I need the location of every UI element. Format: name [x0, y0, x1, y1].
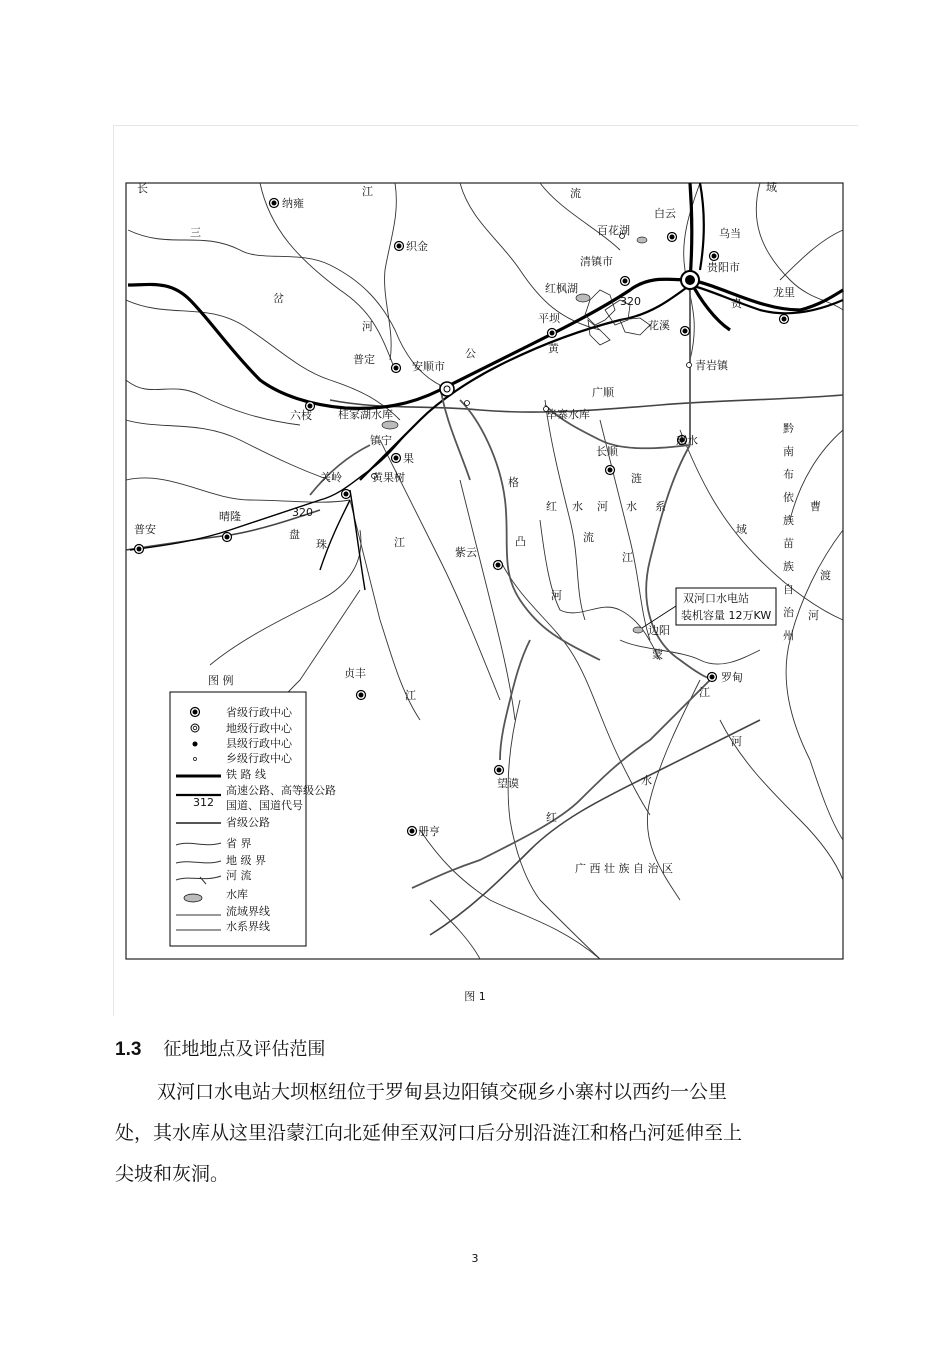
label-cao: 曹 — [810, 500, 821, 513]
label-liu-1: 流 — [570, 187, 581, 200]
legend-item-7: 国道、国道代号 — [226, 799, 303, 812]
label-jiang-1: 江 — [362, 185, 373, 198]
label-jiang-4: 江 — [699, 686, 710, 699]
place-bianyang: 边阳 — [648, 624, 670, 637]
label-he-1: 河 — [362, 320, 373, 333]
provincial-road — [310, 290, 712, 888]
township-symbols — [372, 234, 692, 479]
label-he-4: 河 — [808, 609, 819, 622]
label-san: 三 — [190, 226, 201, 239]
page-number: 3 — [471, 1252, 479, 1265]
place-guangshun: 广顺 — [592, 386, 614, 399]
legend-item-6: 高速公路、高等级公路 — [226, 784, 336, 797]
label-gong: 公 — [465, 347, 476, 360]
label-yu-2: 域 — [736, 523, 747, 536]
place-qinglong: 晴隆 — [219, 510, 241, 523]
legend-title: 图 例 — [208, 674, 234, 687]
legend-item-5: 铁 路 线 — [226, 768, 266, 781]
svg-text:南: 南 — [783, 445, 794, 458]
place-ziyun: 紫云 — [455, 546, 477, 559]
svg-text:州: 州 — [783, 629, 794, 642]
figure-caption: 图 1 — [464, 990, 486, 1003]
svg-text:布: 布 — [783, 468, 794, 481]
svg-text:族: 族 — [783, 514, 794, 527]
svg-text:治: 治 — [783, 606, 794, 619]
paragraph-line-2: 处，其水库从这里沿蒙江向北延伸至双河口后分别沿涟江和格凸河延伸至上 — [115, 1122, 743, 1144]
legend — [170, 673, 336, 946]
label-pan: 盘 — [289, 528, 300, 541]
svg-text:自: 自 — [783, 583, 794, 596]
legend-item-8: 省级公路 — [226, 816, 270, 829]
place-zhenfeng: 贞丰 — [344, 667, 366, 680]
svg-text:黔: 黔 — [783, 422, 794, 435]
place-nayong: 纳雍 — [282, 197, 304, 210]
legend-road-code-312: 312 — [193, 796, 214, 809]
place-luodian: 罗甸 — [721, 671, 743, 684]
label-jiang-3: 江 — [394, 536, 405, 549]
legend-item-2: 地级行政中心 — [226, 722, 292, 735]
place-bijia: 毕寨水库 — [546, 408, 590, 421]
label-tu: 凸 — [515, 535, 526, 548]
label-cha: 岔 — [273, 292, 284, 305]
prefecture-center-symbol — [440, 382, 454, 396]
place-hongfenghu: 红枫湖 — [545, 282, 578, 295]
label-liu-2: 流 — [583, 531, 594, 544]
place-luo: 果 — [403, 452, 414, 465]
legend-symbol-prefecture — [191, 724, 199, 732]
legend-item-11: 河 流 — [226, 869, 252, 882]
label-jiang-2: 江 — [622, 551, 633, 564]
station-name: 双河口水电站 — [683, 592, 749, 605]
place-wudang: 乌当 — [719, 227, 741, 240]
label-chang: 长 — [137, 182, 148, 195]
legend-item-9: 省 界 — [226, 837, 252, 850]
label-shui-2: 水 — [626, 500, 637, 513]
legend-symbol-township — [194, 758, 197, 761]
section-title: 征地地点及评估范围 — [163, 1039, 326, 1060]
reservoir-symbols — [382, 237, 647, 633]
station-callout — [642, 560, 776, 628]
place-puan: 普安 — [134, 523, 156, 536]
road-code-320-a: 320 — [620, 295, 641, 308]
place-ceheng: 册亨 — [418, 825, 440, 838]
svg-text:族: 族 — [783, 560, 794, 573]
label-ge: 格 — [508, 476, 519, 489]
national-road — [130, 430, 410, 590]
road-code-320-b: 320 — [292, 506, 313, 519]
label-xi: 系 — [655, 500, 666, 513]
station-capacity: 装机容量 12万KW — [681, 609, 772, 622]
label-hong-2: 红 — [546, 811, 557, 824]
place-qingyan: 青岩镇 — [695, 359, 728, 372]
label-du: 渡 — [820, 569, 831, 582]
label-zhu: 珠 — [316, 538, 327, 551]
place-qingzhen: 清镇市 — [580, 255, 613, 268]
svg-text:苗: 苗 — [783, 537, 794, 550]
label-yu-1: 域 — [766, 181, 777, 194]
label-lian: 涟 — [631, 472, 642, 485]
place-guanling: 关岭 — [320, 471, 342, 484]
place-puding: 普定 — [353, 353, 375, 366]
place-baiyun: 白云 — [654, 207, 676, 220]
legend-item-14: 水系界线 — [226, 920, 270, 933]
place-liuzhi: 六枝 — [290, 409, 312, 422]
paragraph-line-3: 尖坡和灰洞。 — [115, 1163, 230, 1185]
legend-item-1: 省级行政中心 — [226, 706, 292, 719]
label-shui: 水 — [572, 500, 583, 513]
place-guijiahu: 桂家湖水库 — [338, 408, 393, 421]
label-beipan-jiang: 江 — [405, 689, 416, 702]
place-huaxi: 花溪 — [648, 319, 670, 332]
label-hong: 红 — [546, 500, 557, 513]
legend-symbol-county — [193, 742, 198, 747]
place-longli: 龙里 — [773, 286, 795, 299]
place-baihuahu: 百花湖 — [597, 224, 630, 237]
place-zhenning: 镇宁 — [370, 434, 392, 447]
place-guangxi: 广 西 壮 族 自 治 区 — [575, 862, 673, 875]
legend-symbol-reservoir — [184, 894, 202, 902]
label-he-5: 河 — [731, 735, 742, 748]
label-gui: 贵 — [731, 297, 742, 310]
provincial-capital-symbol — [681, 271, 699, 289]
label-meng: 蒙 — [652, 648, 663, 661]
place-huishui: 惠水 — [676, 434, 698, 447]
railway — [128, 183, 843, 408]
place-changshun: 长顺 — [596, 445, 618, 458]
label-shui-3: 水 — [641, 774, 652, 787]
body-paragraph — [115, 1072, 835, 1195]
label-he-2: 河 — [551, 589, 562, 602]
label-huang: 黄 — [548, 342, 559, 355]
paragraph-line-1: 双河口水电站大坝枢纽位于罗甸县边阳镇交砚乡小寨村以西约一公里 — [157, 1081, 728, 1103]
section-number: 1.3 — [115, 1039, 142, 1060]
legend-item-10: 地 级 界 — [226, 854, 266, 867]
legend-item-3: 县级行政中心 — [226, 737, 292, 750]
legend-item-4: 乡级行政中心 — [226, 752, 292, 765]
place-anshun: 安顺市 — [412, 360, 445, 373]
place-zhijin: 织金 — [406, 240, 428, 253]
legend-symbol-provincial — [191, 708, 200, 717]
svg-text:依: 依 — [783, 491, 794, 504]
legend-item-13: 流域界线 — [226, 905, 270, 918]
place-huangguoshu: 黄果树 — [372, 471, 405, 484]
legend-item-12: 水库 — [226, 888, 248, 901]
label-he-3: 河 — [597, 500, 608, 513]
place-guiyang: 贵阳市 — [707, 261, 740, 274]
section-heading — [115, 1035, 325, 1061]
label-qiannan-vertical — [783, 421, 795, 642]
place-wangmo: 望谟 — [497, 777, 519, 790]
place-pingba: 平坝 — [538, 312, 560, 325]
